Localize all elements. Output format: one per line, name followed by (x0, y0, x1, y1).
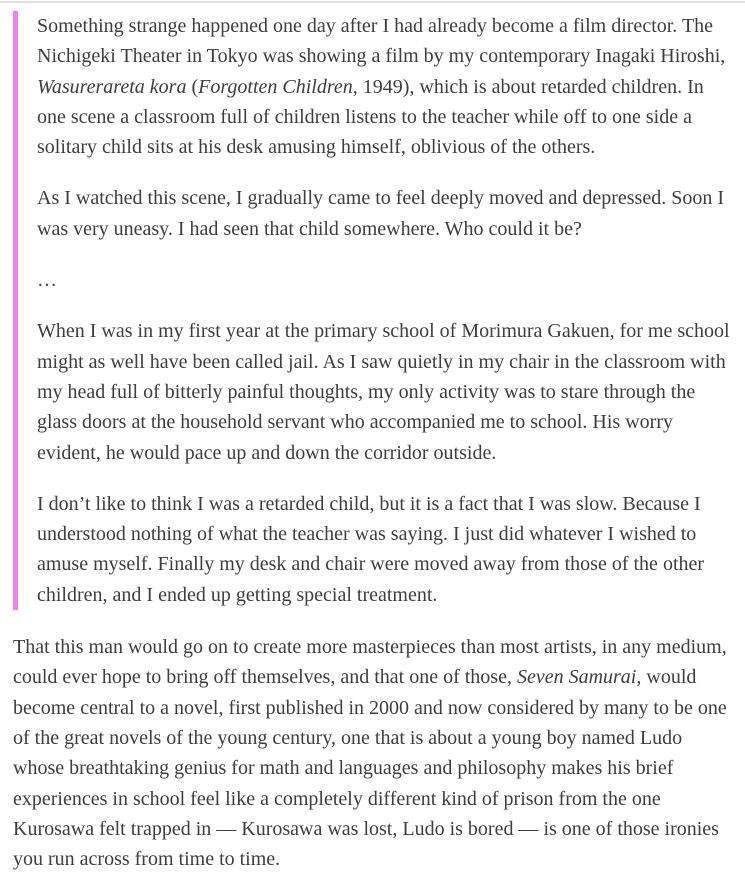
article-content (0, 11, 745, 880)
text-run: As I watched this scene, I gradually came to feel deeply moved and depressed. Soon I was very uneasy. I had seen that child somewhere. Who could it be? (37, 187, 724, 240)
text-run: … (37, 269, 57, 292)
quote-paragraph (37, 11, 735, 162)
italic-text-run: Forgotten Children (198, 75, 353, 98)
top-divider (0, 1, 745, 3)
quote-paragraph (37, 316, 735, 467)
text-run: That this man would go on to create more masterpieces than most artists, in any medium, could ever hope to bring off themselves, and that one of those, (13, 636, 727, 689)
italic-text-run: Wasurerareta kora (37, 75, 187, 98)
text-run: I don’t like to think I was a retarded child, but it is a fact that I was slow. Because I understood nothing of what the teacher was saying. I just did whatever I wished to amuse myself. Finally my desk and chair were moved away from those of the other children, and I ended up getting special treatment. (37, 492, 705, 606)
text-run: , 1949), which is about retarded children. In one scene a classroom full of children listens to the teacher while off to one side a solitary child sits at his desk amusing himself, oblivious of the others. (37, 75, 704, 159)
text-run: When I was in my first year at the primary school of Morimura Gakuen, for me school might as well have been called jail. As I saw quietly in my chair in the classroom with my head full of bitterly painful thoughts, my only activity was to stare through the glass doors at the household servant who accompanied me to school. His worry evident, he would pace up and down the corridor outside. (37, 320, 730, 464)
text-run: , would become central to a novel, first published in 2000 and now considered by many to be one of the great novels of the young century, one that is about a young boy named Ludo whose breathtaking genius for math and languages and philosophy makes his brief experiences in school feel like a completely different kind of prison from the one Kurosawa felt trapped in — Kurosawa was lost, Ludo is bored — is one of those ironies you run across from time to time. (13, 666, 727, 871)
quote-paragraph (37, 265, 735, 295)
article-page (0, 1, 745, 880)
text-run: Something strange happened one day after I had already become a film director. The Nichigeki Theater in Tokyo was showing a film by my contemporary Inagaki Hiroshi, (37, 15, 726, 68)
quote-paragraph (37, 489, 735, 610)
kurosawa-blockquote (13, 11, 735, 610)
text-run: ( (186, 75, 199, 98)
quote-paragraph (37, 183, 735, 244)
italic-text-run: Seven Samurai (516, 666, 637, 689)
commentary-paragraph (13, 632, 735, 874)
